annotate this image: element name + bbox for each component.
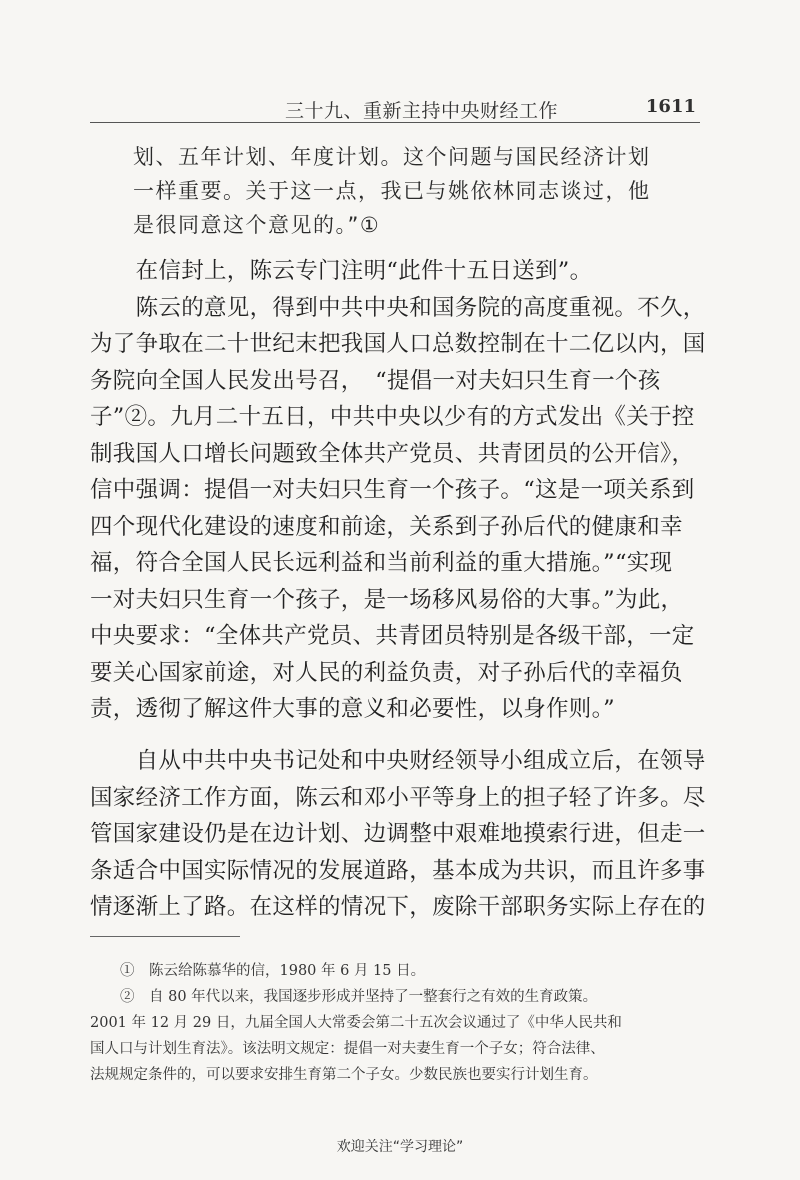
footnotes (90, 958, 702, 1088)
text-line: 中央要求：“全体共产党员、共青团员特别是各级干部，一定 (90, 623, 695, 649)
footnote-divider (90, 936, 240, 937)
footnote-2-line: 法规规定条件的，可以要求安排生育第二个子女。少数民族也要实行计划生育。 (90, 1067, 598, 1083)
text-line: 条适合中国实际情况的发展道路，基本成为共识，而且许多事 (90, 857, 706, 884)
chapter-title: 三十九、重新主持中央财经工作 (285, 100, 559, 122)
body-paragraph-2 (90, 743, 706, 926)
text-line: 情逐渐上了路。在这样的情况下，废除干部职务实际上存在的 (90, 894, 706, 920)
footnote-2-line: 国人口与计划生育法》。该法明文规定：提倡一对夫妻生育一个子女；符合法律、 (90, 1041, 605, 1057)
text-line: 自从中共中央书记处和中央财经领导小组成立后，在领导 (90, 748, 706, 774)
footnote-2-line: ② 自 80 年代以来，我国逐步形成并坚持了一整套行之有效的生育政策。 (120, 989, 598, 1005)
running-header (90, 94, 700, 123)
bottom-caption: 欢迎关注“学习理论” (336, 1139, 464, 1155)
text-line: 责，透彻了解这件大事的意义和必要性，以身作则。” (90, 696, 615, 722)
footnote-2-line: 2001 年 12 月 29 日，九届全国人大常委会第二十五次会议通过了《中华人民共和 (90, 1015, 622, 1031)
text-line: 信中强调：提倡一对夫妇只生育一个孩子。“这是一项关系到 (90, 477, 695, 503)
text-line: 务院向全国人民发出号召， “提倡一对夫妇只生育一个孩 (90, 367, 661, 394)
text-line: 子”②。九月二十五日，中共中央以少有的方式发出《关于控 (90, 404, 695, 430)
text-line: 福，符合全国人民长远利益和当前利益的重大措施。”“实现 (90, 550, 673, 576)
text-line: 为了争取在二十世纪末把我国人口总数控制在十二亿以内，国 (90, 331, 706, 357)
text-line: 陈云的意见，得到中共中央和国务院的高度重视。不久， (90, 294, 706, 321)
page-number: 1611 (645, 96, 696, 117)
text-line: 一对夫妇只生育一个孩子，是一场移风易俗的大事。”为此， (90, 586, 684, 613)
footnote-1: ① 陈云给陈慕华的信，1980 年 6 月 15 日。 (120, 963, 426, 979)
text-line: 国家经济工作方面，陈云和邓小平等身上的担子轻了许多。尽 (90, 784, 706, 811)
quote-block (133, 140, 673, 242)
text-line: 要关心国家前途，对人民的利益负责，对子孙后代的幸福负 (90, 659, 683, 686)
quote-line: 划、五年计划、年度计划。这个问题与国民经济计划 (133, 145, 651, 169)
quote-line: 是很同意这个意见的。”① (133, 213, 381, 237)
quote-line: 一样重要。关于这一点，我已与姚依林同志谈过，他 (133, 179, 651, 203)
text-line: 制我国人口增长问题致全体共产党员、共青团员的公开信》， (90, 440, 695, 467)
text-line: 四个现代化建设的速度和前途，关系到子孙后代的健康和幸 (90, 513, 683, 540)
text-line: 管国家建设仍是在边计划、边调整中艰难地摸索行进，但走一 (90, 821, 706, 847)
body-paragraphs-1 (90, 253, 706, 728)
text-line: 在信封上，陈云专门注明“此件十五日送到”。 (90, 258, 593, 284)
